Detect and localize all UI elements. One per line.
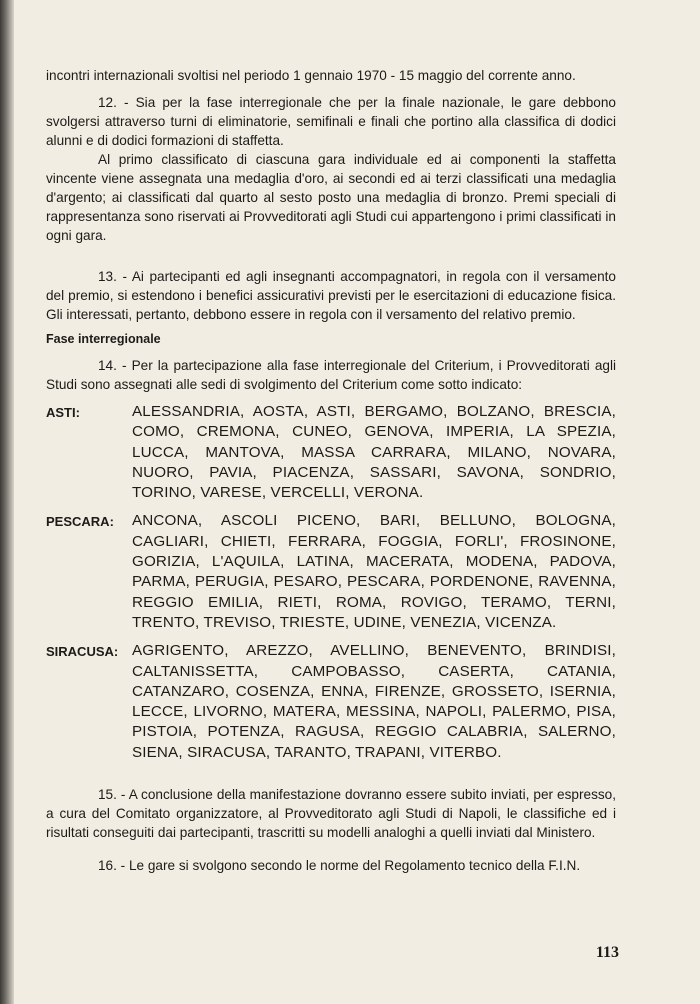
document-body [46, 66, 616, 875]
venue-siracusa [46, 641, 616, 763]
paragraph-12-continued: Al primo classificato di ciascuna gara individuale ed ai componenti la staffetta vincente viene assegnata una medaglia d'oro, ai secondi ed ai terzi classificati una medaglia d'argento; ai classificati dal quarto al sesto posto una medaglia di bronzo. Premi speciali di rappresentanza sono riservati ai Provveditorati agli Studi cui appartengono i primi classificati in ogni gara. [46, 152, 616, 243]
paragraph-12: 12. - Sia per la fase interregionale che per la finale nazionale, le gare debbono svolgersi attraverso turni di eliminatorie, semifinali e finali che portino alla classifica di dodici alunni e di dodici formazioni di staffetta. [46, 95, 616, 148]
venue-province-list: ANCONA, ASCOLI PICENO, BARI, BELLUNO, BOLOGNA, CAGLIARI, CHIETI, FERRARA, FOGGIA, FORLI', FROSINONE, GORIZIA, L'AQUILA, LATINA, MACERATA, MODENA, PADOVA, PARMA, PERUGIA, PESARO, PESCARA, PORDENONE, RAVENNA, REGGIO EMILIA, RIETI, ROMA, ROVIGO, TERAMO, TERNI, TRENTO, TREVISO, TRIESTE, UDINE, VENEZIA, VICENZA. [132, 512, 616, 631]
paragraph-14: 14. - Per la partecipazione alla fase interregionale del Criterium, i Provveditorati agli Studi sono assegnati alle sedi di svolgimento del Criterium come sotto indicato: [46, 358, 616, 392]
paragraph-16: 16. - Le gare si svolgono secondo le norme del Regolamento tecnico della F.I.N. [98, 858, 581, 874]
page-binding-edge [0, 0, 14, 1004]
venue-label: ASTI: [46, 405, 80, 420]
venue-province-list: AGRIGENTO, AREZZO, AVELLINO, BENEVENTO, BRINDISI, CALTANISSETTA, CAMPOBASSO, CASERTA, CATANIA, CATANZARO, COSENZA, ENNA, FIRENZE, GROSSETO, ISERNIA, LECCE, LIVORNO, MATERA, MESSINA, NAPOLI, PALERMO, PISA, PISTOIA, POTENZA, RAGUSA, REGGIO CALABRIA, SALERNO, SIENA, SIRACUSA, TARANTO, TRAPANI, VITERBO. [132, 642, 616, 761]
intro-paragraph: incontri internazionali svoltisi nel periodo 1 gennaio 1970 - 15 maggio del corrente anno. [46, 68, 576, 83]
page-number: 113 [595, 944, 619, 961]
paragraph-15: 15. - A conclusione della manifestazione dovranno essere subito inviati, per espresso, a cura del Comitato organizzatore, al Provveditorato agli Studi di Napoli, le classifiche ed i risultati conseguiti dai partecipanti, trascritti su modelli analoghi a quelli inviati dal Ministero. [46, 787, 616, 841]
venue-label: PESCARA: [46, 514, 114, 530]
venue-asti [46, 402, 616, 503]
paragraph-13: 13. - Ai partecipanti ed agli insegnanti accompagnatori, in regola con il versamento del premio, si estendono i benefici assicurativi previsti per le esercitazioni di educazione fisica. Gli interessati, pertanto, debbono essere in regola con il versamento del relativo premio. [46, 269, 616, 322]
venue-pescara [46, 511, 616, 633]
venue-province-list: ALESSANDRIA, AOSTA, ASTI, BERGAMO, BOLZANO, BRESCIA, COMO, CREMONA, CUNEO, GENOVA, IMPERIA, LA SPEZIA, LUCCA, MANTOVA, MASSA CARRARA, MILANO, NOVARA, NUORO, PAVIA, PIACENZA, SASSARI, SAVONA, SONDRIO, TORINO, VARESE, VERCELLI, VERONA. [132, 403, 616, 502]
section-heading: Fase interregionale [46, 332, 161, 346]
venue-label: SIRACUSA: [46, 644, 119, 660]
